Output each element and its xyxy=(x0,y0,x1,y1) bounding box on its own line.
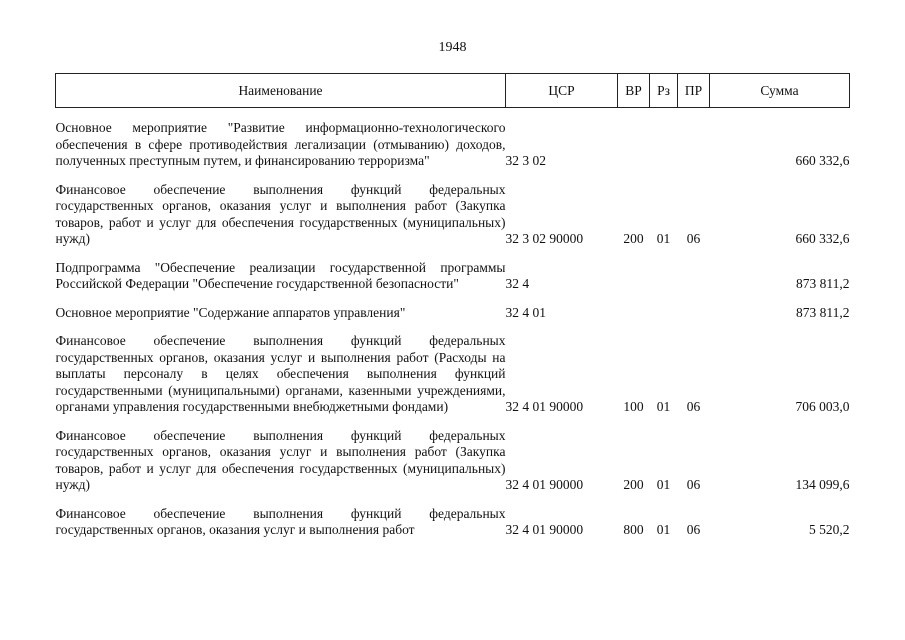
row-spacer xyxy=(56,416,850,428)
row-rz: 01 xyxy=(656,522,671,537)
row-name: Финансовое обеспечение выполнения функций федеральных государственных органов, оказания услуг и выполнения работ (Закупка товаров, работ и услуг для обеспечения государственных (муниципальных) нужд) xyxy=(55,181,506,246)
budget-table xyxy=(55,73,850,539)
table-body xyxy=(56,108,850,539)
row-spacer xyxy=(56,494,850,506)
row-spacer-cell xyxy=(56,108,850,121)
row-vr xyxy=(618,305,650,322)
row-vr: 200 xyxy=(623,231,644,246)
row-name: Основное мероприятие "Содержание аппаратов управления" xyxy=(55,304,406,320)
row-spacer-cell xyxy=(56,170,850,182)
row-csr: 32 4 01 90000 xyxy=(505,522,584,537)
row-pr: 06 xyxy=(686,231,701,246)
table-row xyxy=(56,506,850,539)
row-rz xyxy=(650,120,678,170)
row-sum: 134 099,6 xyxy=(795,477,850,492)
header-vr: ВР xyxy=(618,74,650,108)
row-sum: 706 003,0 xyxy=(795,399,850,414)
row-pr: 06 xyxy=(686,399,701,414)
row-vr: 100 xyxy=(623,399,644,414)
row-name: Финансовое обеспечение выполнения функций федеральных государственных органов, оказания услуг и выполнения работ (Расходы на выплаты персоналу в целях обеспечения выполнения функций государственными (муниципальными) органами, казенными учреждениями, органами управления государственными внебюджетными фондами) xyxy=(55,333,506,414)
row-sum: 873 811,2 xyxy=(796,304,850,320)
row-rz xyxy=(650,260,678,293)
header-pr: ПР xyxy=(678,74,710,108)
table-row xyxy=(56,305,850,322)
table-header-row xyxy=(56,74,850,108)
table-row xyxy=(56,333,850,416)
row-csr: 32 4 xyxy=(505,276,530,291)
table-row xyxy=(56,182,850,248)
row-pr: 06 xyxy=(686,477,701,492)
row-sum: 873 811,2 xyxy=(796,276,850,291)
row-name: Финансовое обеспечение выполнения функций федеральных государственных органов, оказания услуг и выполнения работ xyxy=(55,505,506,537)
row-csr: 32 4 01 90000 xyxy=(505,399,584,414)
row-spacer xyxy=(56,293,850,305)
row-rz: 01 xyxy=(656,231,671,246)
row-vr xyxy=(618,260,650,293)
row-spacer xyxy=(56,321,850,333)
row-rz xyxy=(650,305,678,322)
row-csr: 32 3 02 xyxy=(505,153,546,168)
row-csr: 32 3 02 90000 xyxy=(505,231,584,246)
row-spacer xyxy=(56,108,850,121)
row-sum: 5 520,2 xyxy=(809,522,850,537)
row-spacer xyxy=(56,248,850,260)
row-sum: 660 332,6 xyxy=(795,231,850,246)
row-spacer-cell xyxy=(56,321,850,333)
row-csr: 32 4 01 xyxy=(505,304,546,320)
header-sum: Сумма xyxy=(710,74,850,108)
row-spacer xyxy=(56,170,850,182)
row-spacer-cell xyxy=(56,416,850,428)
row-pr xyxy=(678,305,710,322)
row-name: Основное мероприятие "Развитие информационно-технологического обеспечения в сфере противодействия легализации (отмыванию) доходов, полученных преступным путем, и финансированию терроризма" xyxy=(55,120,506,168)
row-rz: 01 xyxy=(656,399,671,414)
row-spacer-cell xyxy=(56,494,850,506)
header-rz: Рз xyxy=(650,74,678,108)
table-row xyxy=(56,260,850,293)
row-name: Подпрограмма "Обеспечение реализации государственной программы Российской Федерации "Обеспечение государственной безопасности" xyxy=(55,259,506,291)
row-pr xyxy=(678,120,710,170)
table-row xyxy=(56,428,850,494)
table-row xyxy=(56,120,850,170)
row-vr xyxy=(618,120,650,170)
row-rz: 01 xyxy=(656,477,671,492)
row-pr xyxy=(678,260,710,293)
row-spacer-cell xyxy=(56,293,850,305)
row-vr: 200 xyxy=(623,477,644,492)
row-csr: 32 4 01 90000 xyxy=(505,477,584,492)
row-spacer-cell xyxy=(56,248,850,260)
row-pr: 06 xyxy=(686,522,701,537)
page-number: 1948 xyxy=(438,40,467,55)
header-name: Наименование xyxy=(56,74,506,108)
row-sum: 660 332,6 xyxy=(795,153,850,168)
header-csr: ЦСР xyxy=(506,74,618,108)
row-vr: 800 xyxy=(623,522,644,537)
row-name: Финансовое обеспечение выполнения функций федеральных государственных органов, оказания услуг и выполнения работ (Закупка товаров, работ и услуг для обеспечения государственных (муниципальных) нужд) xyxy=(55,427,506,492)
